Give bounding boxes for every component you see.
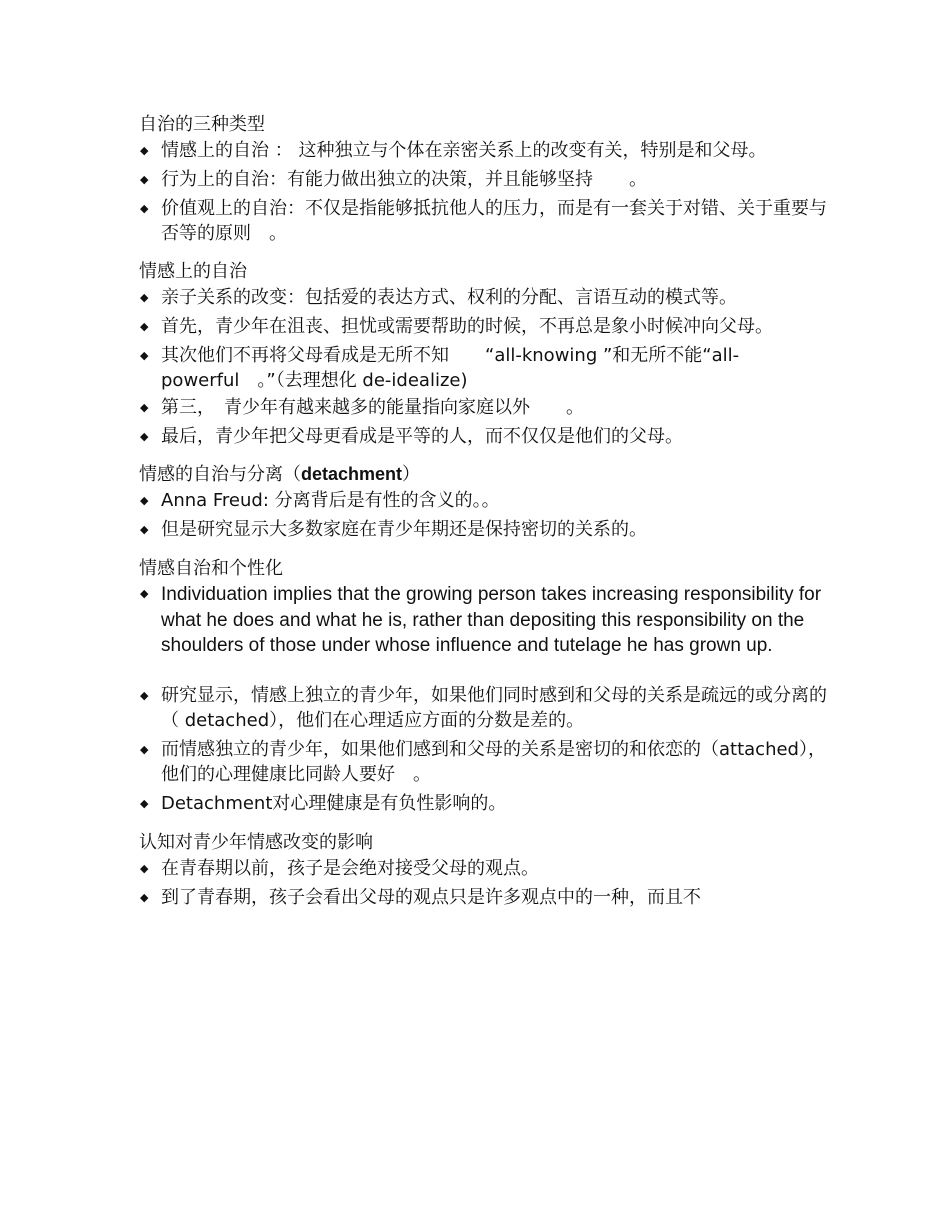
list-item: ◆ Detachment对心理健康是有负性影响的。: [140, 792, 507, 814]
list-item-english: ◆ Individuation implies that the growing person takes increasing responsibility for what he does and what he is, rather than depositing this responsibility on the shoulders of those under whose influence and tutelage he has grown up.: [140, 584, 822, 656]
section-detachment: [139, 462, 829, 542]
diamond-bullet-icon: ◆: [140, 430, 149, 443]
bullet-list: [139, 683, 829, 816]
diamond-bullet-icon: ◆: [140, 320, 149, 333]
list-item: ◆ 其次他们不再将父母看成是无所不知 “all-knowing ”和无所不能“all-powerful 。”（去理想化 de-idealize): [140, 345, 740, 391]
heading-term: detachment: [301, 464, 403, 484]
diamond-bullet-icon: ◆: [140, 890, 149, 904]
bullet-list: [139, 138, 829, 246]
diamond-bullet-icon: ◆: [140, 401, 149, 414]
bullet-list: [139, 856, 829, 910]
bullet-list: [139, 285, 829, 449]
section-cognition: [139, 830, 829, 910]
diamond-bullet-icon: ◆: [140, 588, 149, 600]
diamond-bullet-icon: ◆: [140, 861, 149, 875]
diamond-bullet-icon: ◆: [140, 796, 149, 810]
section-heading: 情感的自治与分离（detachment）: [139, 464, 421, 485]
section-heading: 情感上的自治: [139, 261, 247, 282]
list-item: ◆ Anna Freud: 分离背后是有性的含义的。。: [140, 490, 500, 511]
diamond-bullet-icon: ◆: [140, 349, 149, 362]
section-heading: 认知对青少年情感改变的影响: [139, 831, 373, 853]
list-item: ◆ 最后，青少年把父母更看成是平等的人，而不仅仅是他们的父母。: [140, 426, 683, 447]
diamond-bullet-icon: ◆: [140, 494, 149, 507]
diamond-bullet-icon: ◆: [140, 144, 149, 157]
list-item: ◆ 亲子关系的改变：包括爱的表达方式、权利的分配、言语互动的模式等。: [140, 287, 737, 308]
bullet-list: [139, 488, 829, 542]
section-individuation: [139, 556, 829, 816]
bullet-list: [139, 582, 829, 659]
list-item: ◆ 情感上的自治 ： 这种独立与个体在亲密关系上的改变有关，特别是和父母。: [140, 140, 767, 161]
diamond-bullet-icon: ◆: [140, 173, 149, 186]
diamond-bullet-icon: ◆: [140, 202, 149, 215]
document-page: [139, 112, 829, 914]
list-item: ◆ 到了青春期，孩子会看出父母的观点只是许多观点中的一种，而且不: [140, 886, 701, 908]
list-item: ◆ 研究显示，情感上独立的青少年，如果他们同时感到和父母的关系是疏远的或分离的（ detached），他们在心理适应方面的分数是差的。: [140, 684, 827, 731]
list-item: ◆ 行为上的自治：有能力做出独立的决策，并且能够坚持 。: [140, 169, 647, 190]
diamond-bullet-icon: ◆: [140, 688, 149, 702]
list-item: ◆ 首先，青少年在沮丧、担忧或需要帮助的时候，不再总是象小时候冲向父母。: [140, 316, 773, 337]
list-item: ◆ 第三， 青少年有越来越多的能量指向家庭以外 。: [140, 397, 584, 418]
diamond-bullet-icon: ◆: [140, 291, 149, 304]
list-item: ◆ 价值观上的自治：不仅是指能够抵抗他人的压力，而是有一套关于对错、关于重要与否等的原则 。: [140, 198, 827, 244]
section-heading: 情感自治和个性化: [139, 558, 283, 579]
list-item: ◆ 在青春期以前，孩子是会绝对接受父母的观点。: [140, 857, 539, 879]
list-item: ◆ 但是研究显示大多数家庭在青少年期还是保持密切的关系的。: [140, 519, 647, 540]
section-heading: 自治的三种类型: [139, 114, 265, 135]
list-item: ◆ 而情感独立的青少年，如果他们感到和父母的关系是密切的和依恋的（attached），他们的心理健康比同龄人要好 。: [140, 738, 826, 785]
diamond-bullet-icon: ◆: [140, 742, 149, 756]
section-autonomy-types: [139, 112, 829, 246]
diamond-bullet-icon: ◆: [140, 523, 149, 536]
section-emotional-autonomy: [139, 259, 829, 449]
